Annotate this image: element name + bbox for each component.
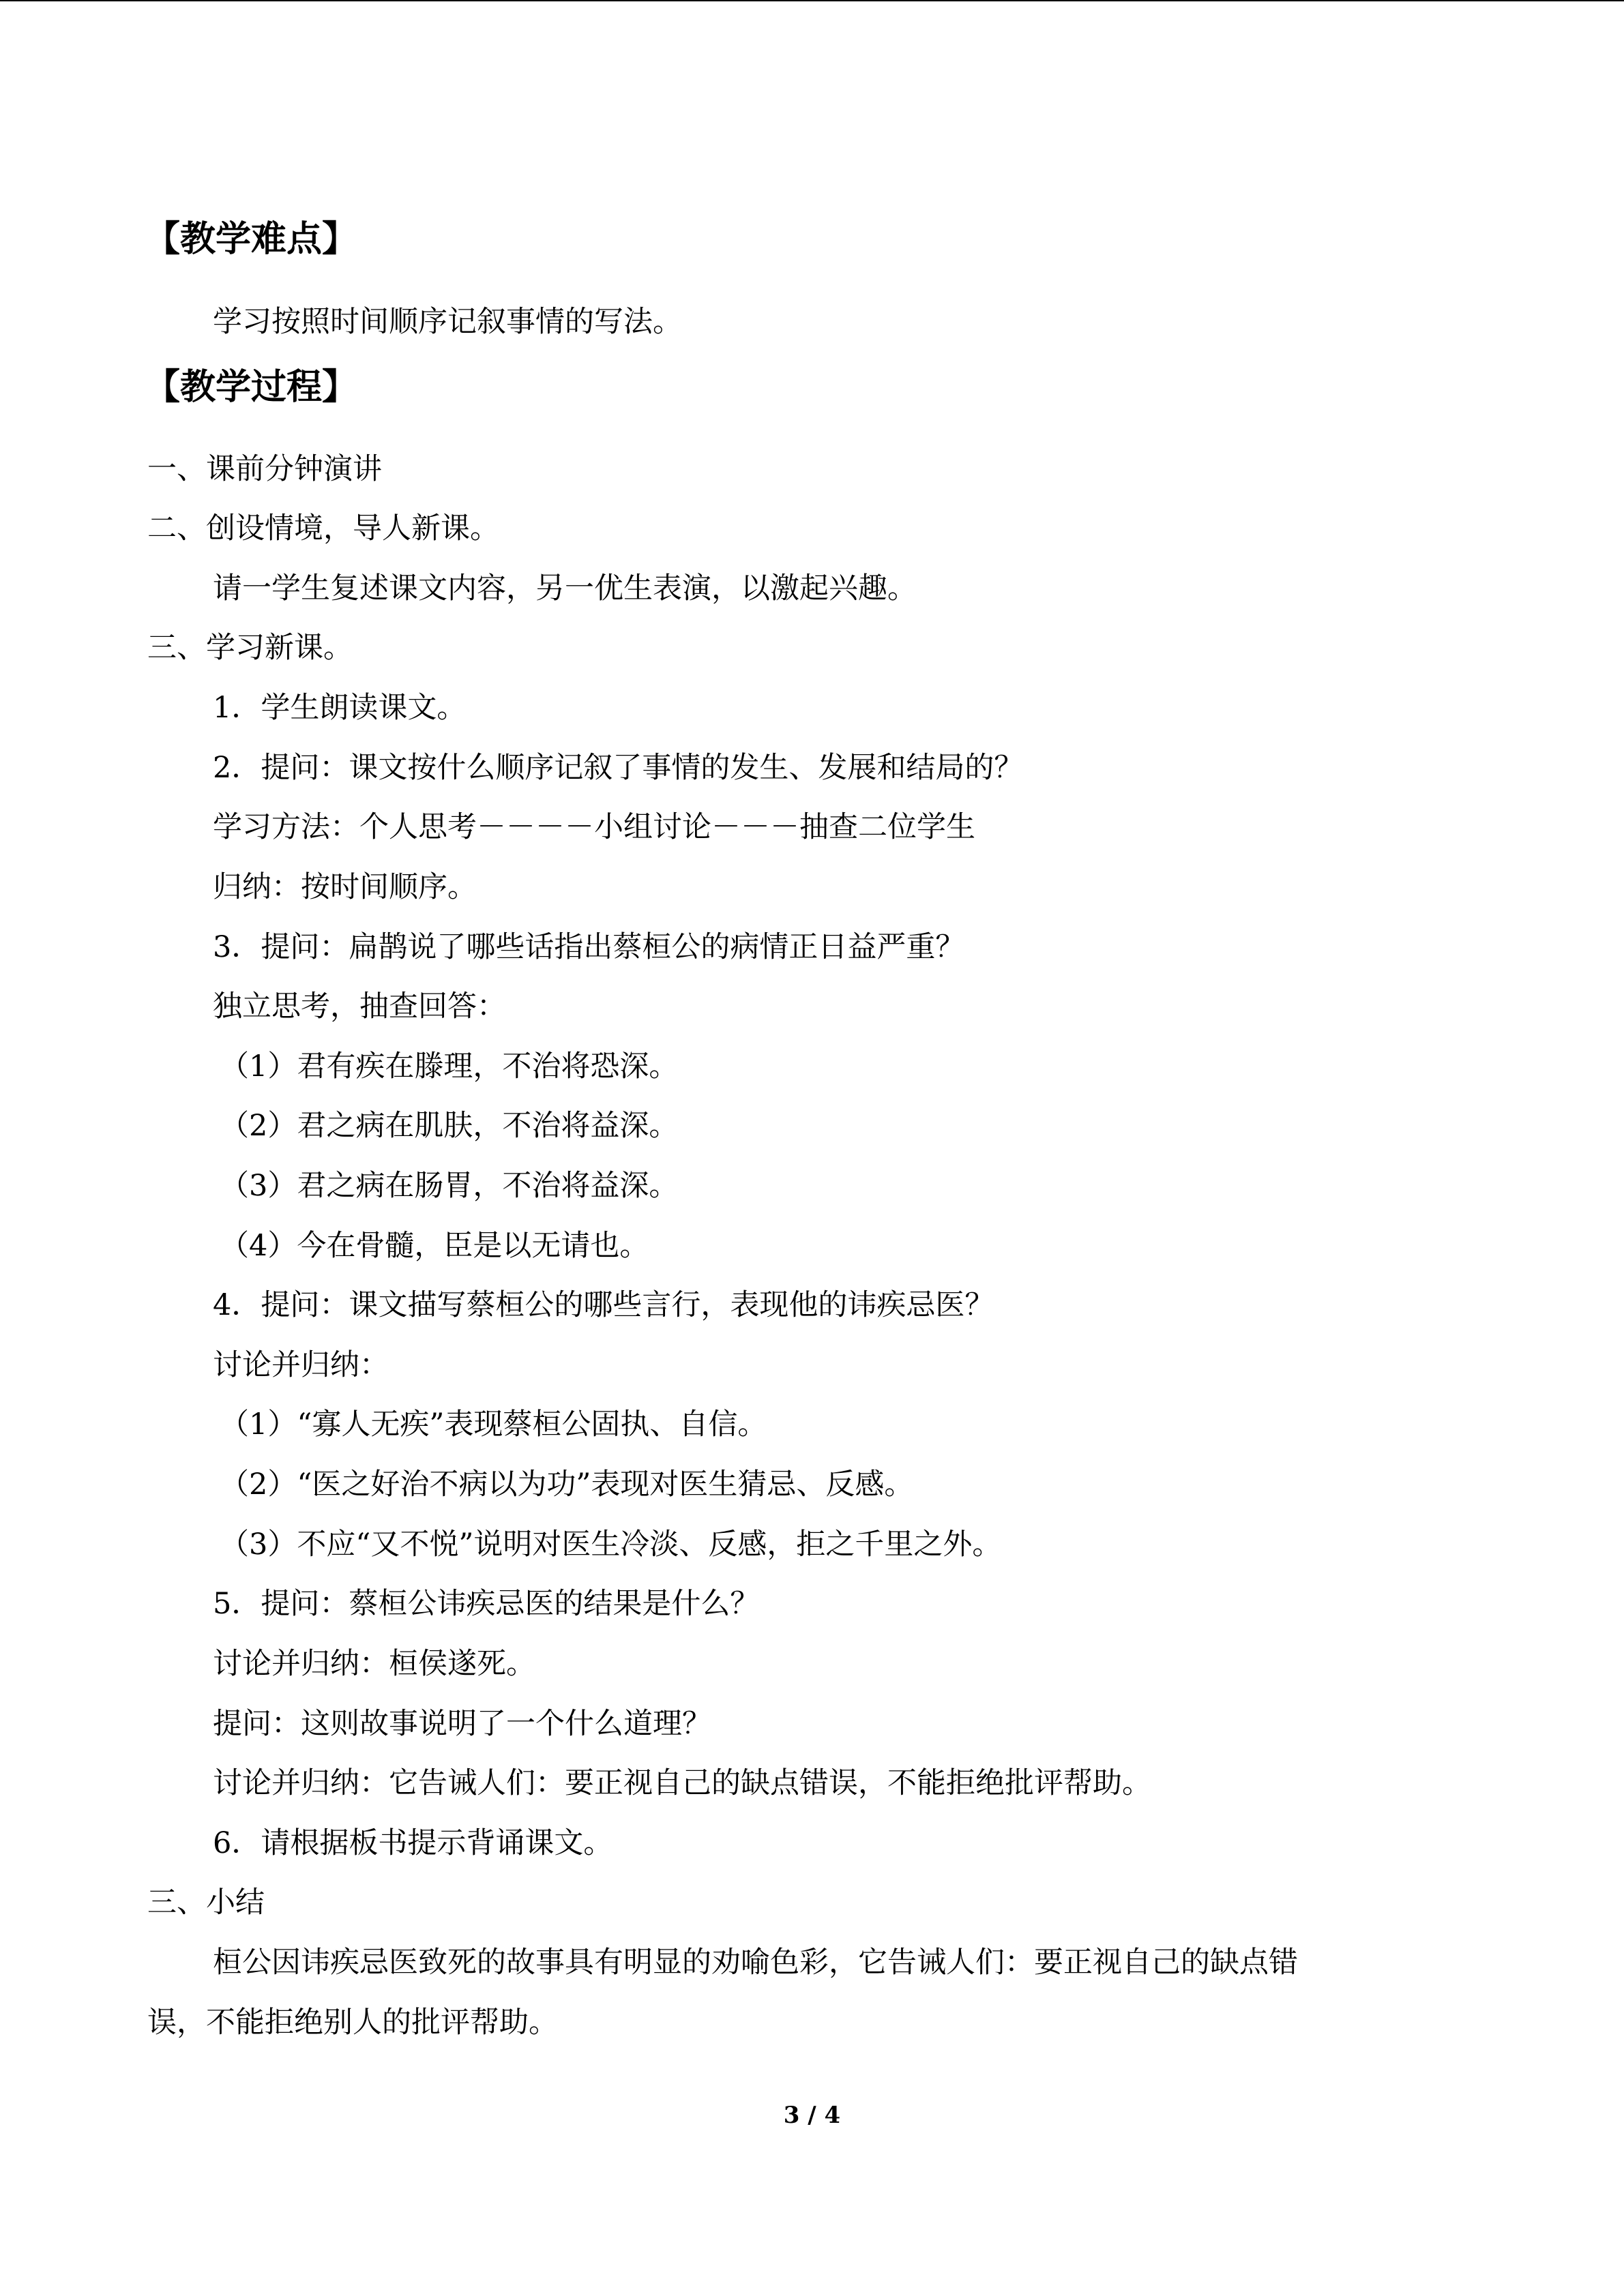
page-number: 3 / 4 xyxy=(783,2102,841,2129)
heading-teaching-difficulty: 【教学难点】 xyxy=(145,218,358,260)
question-5-followup-answer: 讨论并归纳：它告诫人们：要正视自己的缺点错误，不能拒绝批评帮助。 xyxy=(213,1766,1151,1800)
section-2-text: 请一学生复述课文内容，另一优生表演，以激起兴趣。 xyxy=(213,571,917,606)
top-border xyxy=(0,0,1624,1)
section-summary: 三、小结 xyxy=(147,1885,265,1920)
question-6: 6．请根据板书提示背诵课文。 xyxy=(213,1826,613,1860)
question-3-answer-1: （1）君有疾在滕理，不治将恐深。 xyxy=(220,1049,679,1084)
question-3: 3．提问：扁鹊说了哪些话指出蔡桓公的病情正日益严重？ xyxy=(213,930,965,964)
question-4-answer-3: （3）不应“又不悦”说明对医生冷淡、反感，拒之千里之外。 xyxy=(220,1527,1002,1562)
section-3: 三、学习新课。 xyxy=(147,631,353,665)
question-5-answer: 讨论并归纳：桓侯遂死。 xyxy=(213,1647,535,1681)
question-2: 2．提问：课文按什么顺序记叙了事情的发生、发展和结局的？ xyxy=(213,751,1024,785)
question-3-answer-4: （4）今在骨髓，臣是以无请也。 xyxy=(220,1229,649,1263)
summary-text-2: 误，不能拒绝别人的批评帮助。 xyxy=(147,2006,558,2040)
summary-text-1: 桓公因讳疾忌医致死的故事具有明显的劝喻色彩，它告诫人们：要正视自己的缺点错 xyxy=(213,1945,1298,1980)
question-3-answer-2: （2）君之病在肌肤，不治将益深。 xyxy=(220,1109,679,1143)
question-5: 5．提问：蔡桓公讳疾忌医的结果是什么？ xyxy=(213,1587,760,1621)
question-3-method: 独立思考，抽查回答： xyxy=(213,989,506,1024)
question-5-followup: 提问：这则故事说明了一个什么道理？ xyxy=(213,1707,711,1741)
question-4-answer-1: （1）“寡人无疾”表现蔡桓公固执、自信。 xyxy=(220,1407,767,1442)
question-4: 4．提问：课文描写蔡桓公的哪些言行，表现他的讳疾忌医？ xyxy=(213,1288,994,1322)
question-2-method: 学习方法：个人思考－－－－小组讨论－－－抽查二位学生 xyxy=(213,810,975,844)
difficulty-text: 学习按照时间顺序记叙事情的写法。 xyxy=(213,305,682,339)
heading-teaching-process: 【教学过程】 xyxy=(145,366,358,408)
question-3-answer-3: （3）君之病在肠胃，不治将益深。 xyxy=(220,1169,679,1203)
question-1: 1．学生朗读课文。 xyxy=(213,691,467,725)
question-4-method: 讨论并归纳： xyxy=(213,1348,389,1382)
question-2-answer: 归纳：按时间顺序。 xyxy=(213,870,477,904)
section-1: 一、课前分钟演讲 xyxy=(147,452,382,486)
section-2: 二、创设情境，导人新课。 xyxy=(147,511,499,546)
question-4-answer-2: （2）“医之好治不病以为功”表现对医生猜忌、反感。 xyxy=(220,1467,914,1502)
